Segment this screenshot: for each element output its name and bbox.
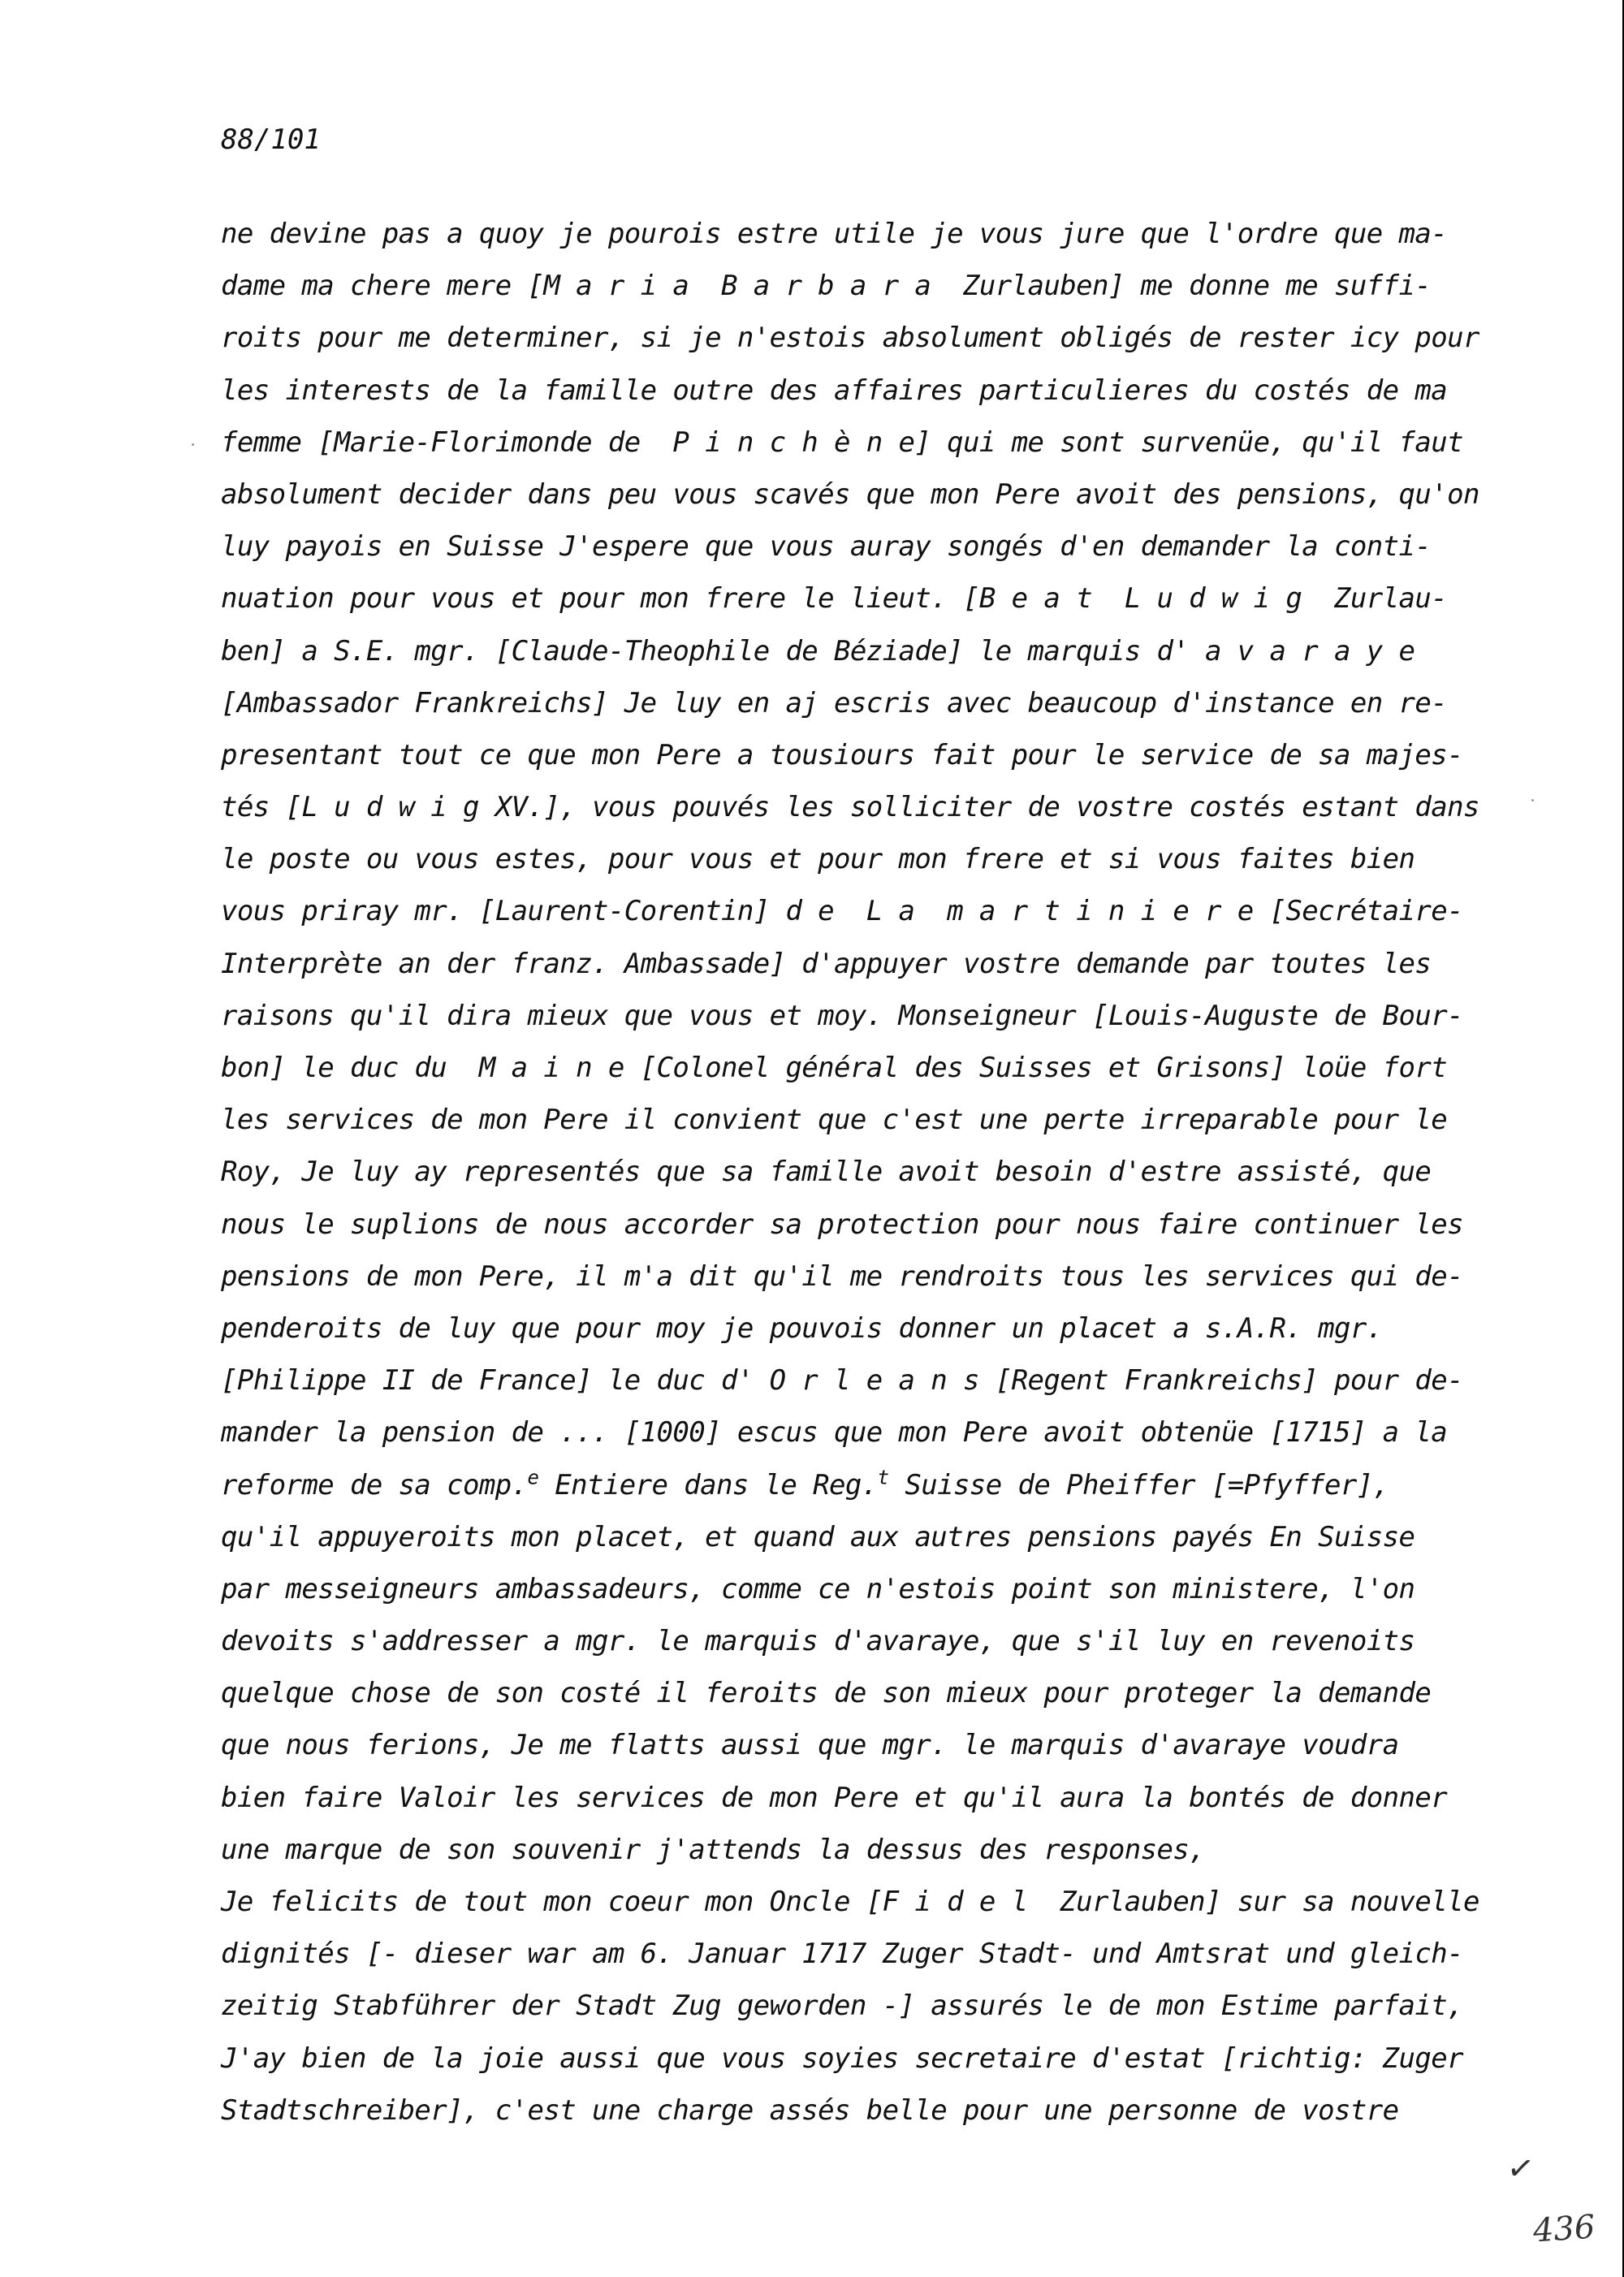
text-line: Stadtschreiber], c'est une charge assés belle pour une personne de vostre — [221, 2093, 1399, 2127]
text-line: qu'il appuyeroits mon placet, et quand aux autres pensions payés En Suisse — [221, 1520, 1415, 1553]
text-line: J'ay bien de la joie aussi que vous soyies secretaire d'estat [richtig: Zuger — [221, 2042, 1463, 2075]
text-line: penderoits de luy que pour moy je pouvois donner un placet a s.A.R. mgr. — [221, 1311, 1383, 1345]
line-part: reforme de sa comp. — [221, 1468, 528, 1501]
text-line: absolument decider dans peu vous scavés que mon Pere avoit des pensions, qu'on — [221, 477, 1479, 511]
text-line: luy payois en Suisse J'espere que vous auray songés d'en demander la conti- — [221, 530, 1432, 564]
text-line: dame ma chere mere [M a r i a B a r b a r a Zurlauben] me donne me suffi- — [221, 270, 1432, 303]
text-line: les interests de la famille outre des affaires particulieres du costés de ma — [221, 374, 1448, 407]
stray-mark — [192, 443, 194, 446]
text-line: bien faire Valoir les services de mon Pere et qu'il aura la bontés de donner — [221, 1781, 1448, 1814]
text-line: roits pour me determiner, si je n'estois absolument obligés de rester icy pour — [221, 322, 1479, 355]
text-line: dignités [- dieser war am 6. Januar 1717 Zuger Stadt- und Amtsrat und gleich- — [221, 1938, 1463, 1971]
superscript: e — [527, 1466, 539, 1489]
text-line-with-superscripts — [221, 1459, 1601, 1511]
stray-mark — [1531, 799, 1534, 801]
text-line: [Philippe II de France] le duc d' O r l e a n s [Regent Frankreichs] pour de- — [221, 1364, 1463, 1398]
text-line: les services de mon Pere il convient que c'est une perte irreparable pour le — [221, 1104, 1448, 1137]
text-line: tés [L u d w i g XV.], vous pouvés les solliciter de vostre costés estant dans — [221, 791, 1479, 824]
text-line: bon] le duc du M a i n e [Colonel général des Suisses et Grisons] loüe fort — [221, 1052, 1448, 1084]
text-line: femme [Marie-Florimonde de P i n c h è n e] qui me sont survenüe, qu'il faut — [221, 426, 1463, 459]
text-line: nous le suplions de nous accorder sa protection pour nous faire continuer les — [221, 1208, 1463, 1241]
text-line: une marque de son souvenir j'attends la dessus des responses, — [221, 1833, 1206, 1866]
text-line: raisons qu'il dira mieux que vous et moy. Monseigneur [Louis-Auguste de Bour- — [221, 999, 1463, 1032]
text-line: Interprète an der franz. Ambassade] d'appuyer vostre demande par toutes les — [221, 947, 1432, 980]
text-line: Roy, Je luy ay representés que sa famille avoit besoin d'estre assisté, que — [221, 1156, 1432, 1189]
handwritten-check-mark: ✓ — [1504, 2148, 1537, 2190]
text-line: ne devine pas a quoy je pourois estre utile je vous jure que l'ordre que ma- — [221, 218, 1448, 250]
page-number: 88/101 — [221, 123, 321, 156]
text-line: le poste ou vous estes, pour vous et pour mon frere et si vous faites bien — [221, 843, 1415, 876]
text-line: mander la pension de ... [1000] escus que mon Pere avoit obtenüe [1715] a la — [221, 1416, 1448, 1450]
text-line: zeitig Stabführer der Stadt Zug geworden -] assurés le de mon Estime parfait, — [221, 1990, 1463, 2023]
text-line: presentant tout ce que mon Pere a tousiours fait pour le service de sa majes- — [221, 738, 1463, 771]
text-line: [Ambassador Frankreichs] Je luy en aj escris avec beaucoup d'instance en re- — [221, 686, 1448, 719]
text-line: quelque chose de son costé il feroits de son mieux pour proteger la demande — [221, 1677, 1432, 1710]
text-line: devoits s'addresser a mgr. le marquis d'avaraye, que s'il luy en revenoits — [221, 1625, 1415, 1658]
text-line: par messeigneurs ambassadeurs, comme ce n'estois point son ministere, l'on — [221, 1572, 1415, 1605]
handwritten-archive-number: 436 — [1531, 2208, 1596, 2250]
line-part: Entiere dans le Reg. — [538, 1468, 878, 1501]
line-part: Suisse de Pheiffer [=Pfyffer], — [888, 1468, 1389, 1501]
text-line: Je felicits de tout mon coeur mon Oncle [F i d e l Zurlauben] sur sa nouvelle — [221, 1886, 1479, 1918]
text-line: vous priray mr. [Laurent-Corentin] d e L a m a r t i n i e r e [Secrétaire- — [221, 895, 1463, 928]
letter-text — [221, 208, 1601, 2137]
superscript: t — [877, 1466, 889, 1489]
text-line: pensions de mon Pere, il m'a dit qu'il me rendroits tous les services qui de- — [221, 1259, 1463, 1293]
text-line: que nous ferions, Je me flatts aussi que mgr. le marquis d'avaraye voudra — [221, 1729, 1399, 1762]
text-line: nuation pour vous et pour mon frere le lieut. [B e a t L u d w i g Zurlau- — [221, 582, 1448, 616]
text-line: ben] a S.E. mgr. [Claude-Theophile de Béziade] le marquis d' a v a r a y e — [221, 634, 1415, 668]
